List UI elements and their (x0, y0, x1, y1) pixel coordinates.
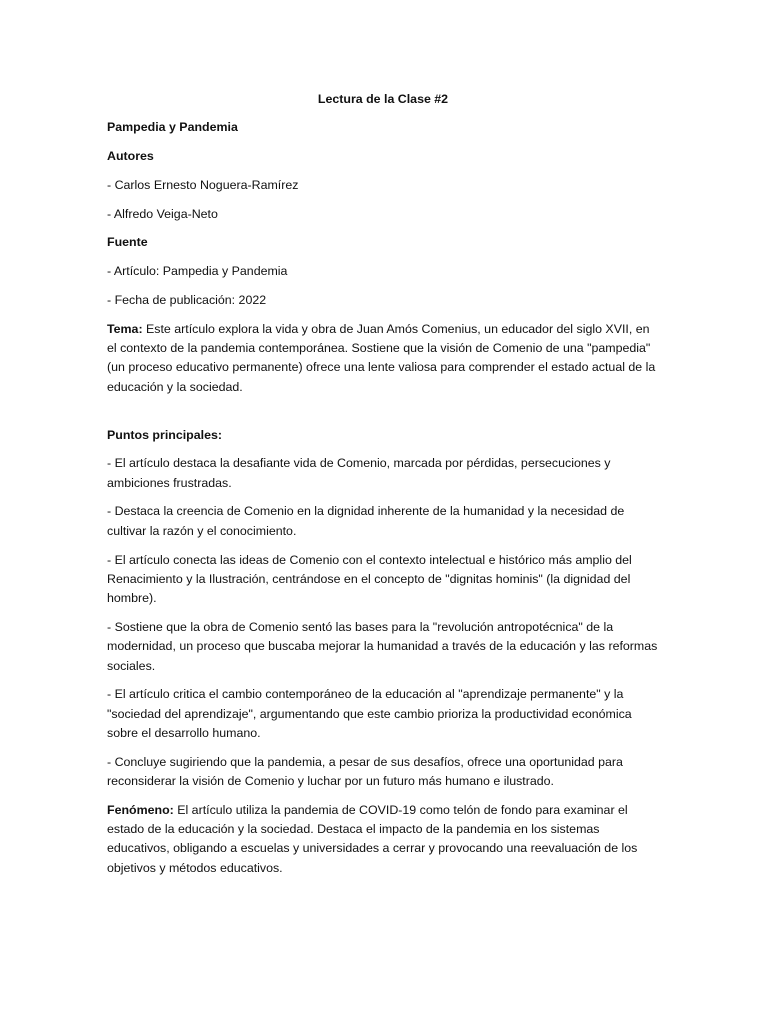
point-item: - Destaca la creencia de Comenio en la dignidad inherente de la humanidad y la necesidad de cultivar la razón y el conocimiento. (107, 504, 625, 538)
point-item: - El artículo conecta las ideas de Comenio con el contexto intelectual e histórico más amplio del Renacimiento y la Ilustración, centrándose en el concepto de "dignitas hominis" (la dignidad del hombre). (107, 552, 632, 606)
document-title: Lectura de la Clase #2 (317, 92, 449, 106)
point-item: - El artículo critica el cambio contemporáneo de la educación al "aprendizaje permanente" y la "sociedad del aprendizaje", argumentando que este cambio prioriza la productividad económica sobre el desarrollo humano. (107, 687, 632, 740)
fenomeno-label: Fenómeno: (107, 802, 174, 817)
blank-line (107, 407, 659, 426)
source-heading: Fuente (107, 235, 148, 250)
document-page (107, 90, 659, 888)
point-item: - Sostiene que la obra de Comenio sentó las bases para la "revolución antropotécnica" de la modernidad, un proceso que buscaba mejorar la humanidad a través de la educación y las reformas sociales. (107, 619, 658, 673)
author-item: - Alfredo Veiga-Neto (107, 206, 218, 221)
article-title: Pampedia y Pandemia (107, 120, 238, 135)
authors-heading: Autores (107, 149, 154, 164)
author-item: - Carlos Ernesto Noguera-Ramírez (107, 177, 299, 192)
tema-paragraph (107, 320, 659, 397)
points-heading: Puntos principales: (107, 427, 222, 442)
point-item: - El artículo destaca la desafiante vida de Comenio, marcada por pérdidas, persecuciones y ambiciones frustradas. (107, 456, 611, 490)
tema-label: Tema: (107, 321, 143, 336)
fenomeno-text: El artículo utiliza la pandemia de COVID-19 como telón de fondo para examinar el estado de la educación y la sociedad. Destaca el impacto de la pandemia en los sistemas educativos, obligando a escuelas y universidades a cerrar y provocando una reevaluación de los objetivos y métodos educativos. (107, 802, 638, 875)
fenomeno-paragraph (107, 801, 659, 878)
source-item: - Artículo: Pampedia y Pandemia (107, 264, 288, 279)
point-item: - Concluye sugiriendo que la pandemia, a pesar de sus desafíos, ofrece una oportunidad para reconsiderar la visión de Comenio y luchar por un futuro más humano e ilustrado. (107, 754, 623, 789)
source-item: - Fecha de publicación: 2022 (107, 293, 267, 308)
tema-text: Este artículo explora la vida y obra de Juan Amós Comenius, un educador del siglo XVII, en el contexto de la pandemia contemporánea. Sostiene que la visión de Comenio de una "pampedia" (un proceso educativo permanente) ofrece una lente valiosa para comprender el estado actual de la educación y la sociedad. (107, 321, 656, 394)
